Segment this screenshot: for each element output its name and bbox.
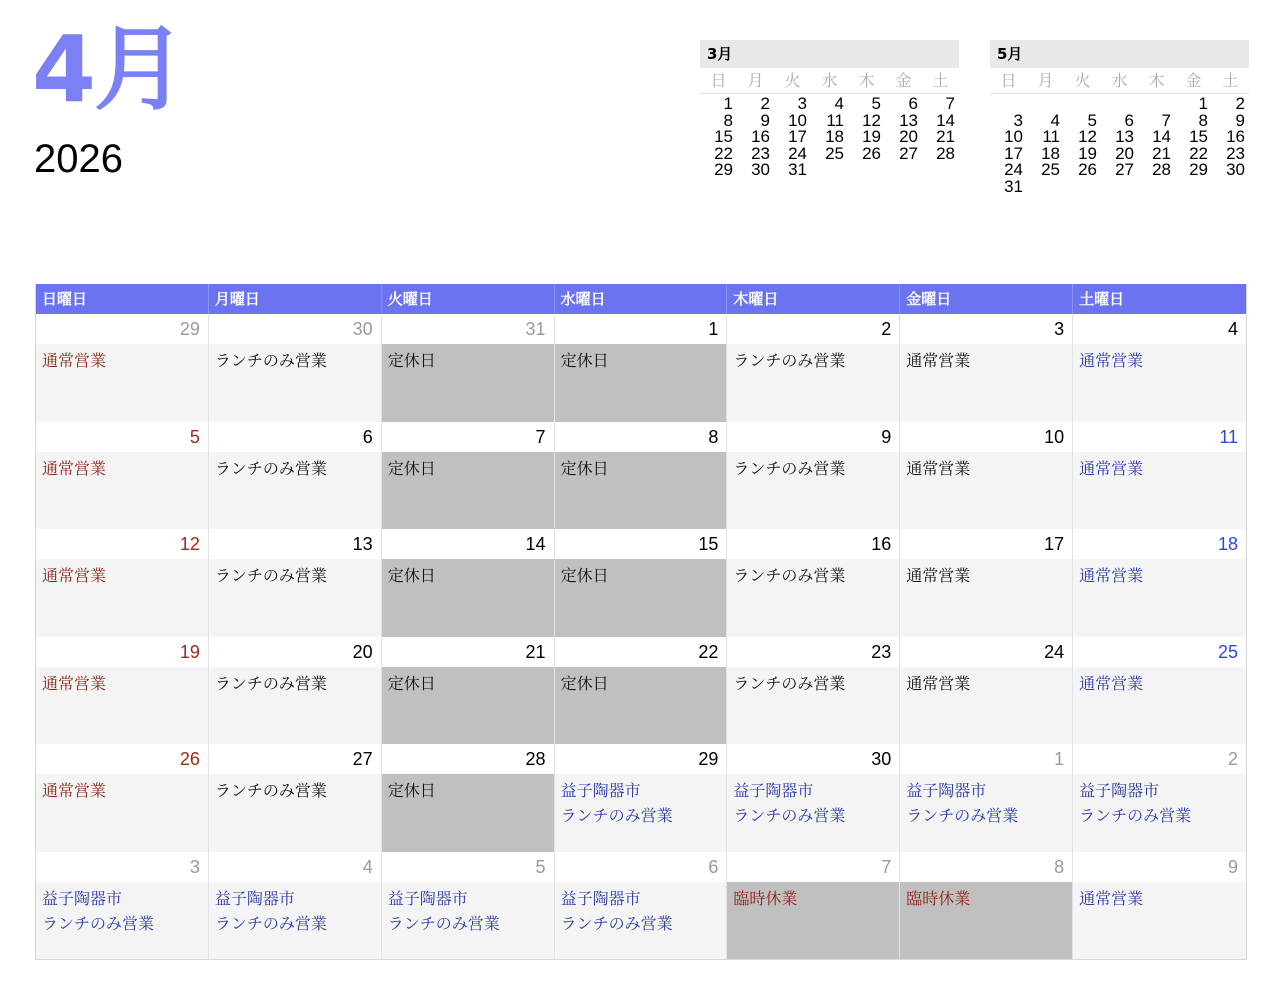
day-cell[interactable]: [900, 529, 1073, 637]
weekday-header-row: [36, 284, 1246, 314]
day-number: 8: [900, 852, 1072, 882]
mini-day-number[interactable]: 9: [1235, 110, 1245, 130]
mini-weekday-label: 日: [1000, 71, 1017, 90]
day-events: [900, 344, 1072, 377]
day-cell[interactable]: [727, 422, 900, 530]
day-cell[interactable]: [555, 529, 728, 637]
event-label[interactable]: ランチのみ営業: [560, 806, 673, 825]
mini-day-number[interactable]: 21: [1152, 143, 1171, 163]
event-label[interactable]: ランチのみ営業: [733, 458, 846, 478]
event-label[interactable]: 通常営業: [1079, 566, 1144, 585]
mini-day-number[interactable]: 11: [1042, 127, 1060, 146]
mini-day-number[interactable]: 29: [714, 160, 733, 179]
event-label[interactable]: ランチのみ営業: [560, 913, 673, 933]
mini-day-number[interactable]: 7: [945, 94, 955, 113]
day-cell[interactable]: [555, 852, 728, 960]
mini-day-number[interactable]: 3: [1013, 110, 1023, 130]
mini-day-number[interactable]: 13: [1115, 127, 1134, 146]
event-label[interactable]: 定休日: [560, 673, 609, 693]
day-number: 6: [209, 422, 381, 452]
event-label[interactable]: 益子陶器市: [560, 781, 641, 800]
mini-day-number[interactable]: [1175, 179, 1212, 196]
event-label[interactable]: ランチのみ営業: [214, 458, 327, 478]
day-cell[interactable]: [209, 314, 382, 422]
mini-day-number[interactable]: 20: [899, 127, 918, 146]
day-events: [1073, 559, 1246, 592]
day-events: [727, 667, 899, 700]
day-number: 8: [555, 422, 727, 452]
mini-weekday-label: 木: [1148, 71, 1165, 90]
event-label[interactable]: 通常営業: [1079, 888, 1144, 908]
mini-weekday-label: 木: [858, 71, 875, 90]
weekday-header: 火曜日: [382, 284, 555, 314]
day-events: [727, 344, 899, 377]
day-events: [900, 882, 1072, 960]
mini-day-number[interactable]: 3: [797, 94, 807, 113]
event-label[interactable]: 通常営業: [42, 566, 107, 585]
day-events: [555, 667, 727, 745]
day-number: 10: [900, 422, 1072, 452]
day-number: 1: [555, 314, 727, 344]
day-events: [900, 559, 1072, 592]
mini-week-row: [990, 176, 1249, 196]
day-events: [727, 559, 899, 592]
day-number: 19: [36, 637, 208, 667]
day-number: 29: [555, 744, 727, 774]
mini-day-number[interactable]: 9: [760, 110, 770, 130]
day-cell[interactable]: [727, 314, 900, 422]
mini-day-number[interactable]: 6: [908, 94, 918, 113]
day-number: 21: [382, 637, 554, 667]
mini-week-row: [990, 162, 1249, 179]
day-events: [1073, 667, 1246, 700]
mini-weekday-label: 火: [784, 71, 801, 90]
mini-day-number[interactable]: 28: [936, 143, 955, 163]
mini-day-number[interactable]: 19: [862, 127, 881, 146]
mini-day-number[interactable]: 4: [834, 94, 844, 113]
mini-day-number[interactable]: 25: [1041, 160, 1060, 179]
mini-day-number[interactable]: 18: [1041, 143, 1060, 163]
mini-day-number[interactable]: [1101, 179, 1138, 196]
weekday-header: 金曜日: [900, 284, 1073, 314]
event-label[interactable]: ランチのみ営業: [214, 781, 327, 800]
mini-day-number[interactable]: 14: [936, 110, 955, 130]
mini-day-number[interactable]: 30: [1226, 160, 1245, 179]
day-cell[interactable]: [1073, 314, 1246, 422]
event-label[interactable]: ランチのみ営業: [906, 806, 1019, 825]
event-label[interactable]: ランチのみ営業: [733, 673, 846, 693]
day-cell[interactable]: [382, 852, 555, 960]
month-title: 4月: [32, 16, 185, 123]
day-number: 15: [555, 529, 727, 559]
day-number: 27: [209, 744, 381, 774]
day-cell[interactable]: [36, 852, 209, 960]
day-cell[interactable]: [36, 314, 209, 422]
day-number: 16: [727, 529, 899, 559]
day-number: 4: [209, 852, 381, 882]
day-cell[interactable]: [1073, 744, 1246, 852]
day-number: 5: [382, 852, 554, 882]
mini-day-number[interactable]: 31: [788, 160, 807, 179]
mini-day-number[interactable]: 14: [1152, 127, 1171, 146]
day-cell[interactable]: [36, 637, 209, 745]
mini-day-number[interactable]: 10: [788, 110, 807, 130]
mini-day-number[interactable]: 19: [1078, 143, 1097, 163]
day-events: [209, 344, 381, 377]
mini-day-number[interactable]: [1027, 179, 1064, 196]
event-label[interactable]: 定休日: [560, 351, 609, 370]
mini-day-number[interactable]: [1212, 179, 1249, 196]
mini-weekday-label: 金: [1185, 71, 1202, 90]
mini-weekday-label: 日: [710, 71, 727, 90]
day-events: [36, 882, 208, 940]
day-events: [900, 774, 1072, 832]
day-events: [36, 559, 208, 592]
mini-week-row: [700, 162, 959, 179]
mini-weekday-label: 水: [1111, 71, 1128, 90]
event-label[interactable]: ランチのみ営業: [733, 351, 846, 370]
day-cell[interactable]: [727, 744, 900, 852]
mini-day-number[interactable]: 11: [826, 110, 844, 130]
day-events: [209, 667, 381, 700]
mini-day-number[interactable]: 18: [825, 127, 844, 146]
mini-weekday-row: [990, 68, 1249, 94]
weekday-header: 月曜日: [209, 284, 382, 314]
mini-day-number[interactable]: [885, 162, 922, 179]
mini-day-number[interactable]: 29: [1189, 160, 1208, 179]
mini-day-number[interactable]: 27: [1115, 160, 1134, 179]
day-cell[interactable]: [1073, 422, 1246, 530]
day-cell[interactable]: [555, 422, 728, 530]
day-number: 6: [555, 852, 727, 882]
mini-day-number[interactable]: 20: [1115, 143, 1134, 163]
day-number: 7: [727, 852, 899, 882]
event-label[interactable]: ランチのみ営業: [387, 913, 500, 933]
mini-day-number[interactable]: 27: [899, 143, 918, 163]
mini-day-number[interactable]: 15: [714, 127, 733, 146]
day-cell[interactable]: [727, 637, 900, 745]
day-number: 11: [1073, 422, 1246, 452]
day-number: 14: [382, 529, 554, 559]
mini-day-number[interactable]: 15: [1189, 127, 1208, 146]
day-cell[interactable]: [555, 637, 728, 745]
day-number: 1: [900, 744, 1072, 774]
day-events: [382, 667, 554, 745]
day-events: [1073, 882, 1246, 915]
day-number: 18: [1073, 529, 1246, 559]
day-number: 9: [1073, 852, 1246, 882]
day-cell[interactable]: [209, 637, 382, 745]
day-cell[interactable]: [900, 422, 1073, 530]
event-label[interactable]: 益子陶器市: [42, 888, 123, 908]
day-cell[interactable]: [727, 852, 900, 960]
mini-day-number[interactable]: 2: [760, 94, 770, 113]
month-calendar: [35, 284, 1247, 960]
event-label[interactable]: 通常営業: [42, 458, 107, 478]
day-number: 28: [382, 744, 554, 774]
day-number: 20: [209, 637, 381, 667]
day-number: 2: [1073, 744, 1246, 774]
day-cell[interactable]: [1073, 852, 1246, 960]
day-cell[interactable]: [555, 314, 728, 422]
day-cell[interactable]: [900, 744, 1073, 852]
event-label[interactable]: 益子陶器市: [214, 888, 295, 908]
mini-day-number[interactable]: 13: [899, 110, 918, 130]
mini-day-number[interactable]: 17: [1004, 143, 1023, 163]
mini-day-number[interactable]: 8: [723, 110, 733, 130]
day-cell[interactable]: [900, 637, 1073, 745]
day-events: [382, 559, 554, 637]
day-number: 3: [36, 852, 208, 882]
mini-day-number[interactable]: 23: [751, 143, 770, 163]
mini-day-number[interactable]: 2: [1235, 94, 1245, 113]
day-events: [1073, 452, 1246, 485]
day-number: 5: [36, 422, 208, 452]
day-cell[interactable]: [36, 529, 209, 637]
day-cell[interactable]: [36, 422, 209, 530]
day-events: [900, 452, 1072, 485]
day-cell[interactable]: [382, 529, 555, 637]
mini-day-number[interactable]: 4: [1050, 110, 1060, 130]
mini-day-number[interactable]: 16: [751, 127, 770, 146]
mini-day-number[interactable]: 5: [1087, 110, 1097, 130]
day-events: [382, 344, 554, 422]
day-events: [382, 882, 554, 940]
day-events: [555, 882, 727, 940]
day-number: 31: [382, 314, 554, 344]
event-label[interactable]: 定休日: [387, 458, 436, 478]
day-cell[interactable]: [209, 422, 382, 530]
event-label[interactable]: 定休日: [387, 781, 436, 800]
year-title: 2026: [34, 137, 123, 181]
mini-day-number[interactable]: 8: [1198, 110, 1208, 130]
day-number: 4: [1073, 314, 1246, 344]
event-label[interactable]: ランチのみ営業: [42, 913, 155, 933]
mini-day-number[interactable]: 26: [1078, 160, 1097, 179]
day-events: [555, 774, 727, 832]
event-label[interactable]: 通常営業: [1079, 351, 1144, 370]
mini-day-number[interactable]: 24: [788, 143, 807, 163]
day-number: 22: [555, 637, 727, 667]
event-label[interactable]: 益子陶器市: [733, 781, 814, 800]
mini-day-number[interactable]: 28: [1152, 160, 1171, 179]
mini-day-number[interactable]: 1: [723, 94, 733, 113]
event-label[interactable]: 通常営業: [906, 566, 971, 585]
mini-day-number[interactable]: [1138, 179, 1175, 196]
mini-weekday-row: [700, 68, 959, 94]
day-events: [36, 344, 208, 377]
day-cell[interactable]: [209, 744, 382, 852]
event-label[interactable]: 通常営業: [42, 781, 107, 800]
day-number: 12: [36, 529, 208, 559]
day-cell[interactable]: [209, 852, 382, 960]
mini-day-number[interactable]: 25: [825, 143, 844, 163]
day-number: 23: [727, 637, 899, 667]
mini-day-number[interactable]: 22: [714, 143, 733, 163]
day-cell[interactable]: [1073, 529, 1246, 637]
event-label[interactable]: 益子陶器市: [906, 781, 987, 800]
day-events: [555, 344, 727, 422]
day-number: 25: [1073, 637, 1246, 667]
event-label[interactable]: ランチのみ営業: [1079, 806, 1192, 825]
event-label[interactable]: 通常営業: [906, 351, 971, 370]
day-events: [382, 452, 554, 530]
day-events: [209, 452, 381, 485]
event-label[interactable]: 通常営業: [42, 673, 107, 693]
event-label[interactable]: 益子陶器市: [1079, 781, 1160, 800]
mini-weekday-label: 月: [1037, 71, 1054, 90]
weekday-header: 木曜日: [727, 284, 900, 314]
event-label[interactable]: ランチのみ営業: [733, 566, 846, 585]
mini-weekday-label: 土: [1222, 71, 1239, 90]
day-number: 2: [727, 314, 899, 344]
event-label[interactable]: ランチのみ営業: [214, 351, 327, 370]
mini-day-number[interactable]: [922, 162, 959, 179]
day-events: [555, 452, 727, 530]
mini-day-number[interactable]: [1064, 179, 1101, 196]
mini-weekday-label: 金: [895, 71, 912, 90]
day-events: [727, 882, 899, 960]
event-label[interactable]: 通常営業: [906, 458, 971, 478]
mini-calendar-next: [990, 40, 1249, 195]
mini-calendar-body: [700, 96, 959, 179]
event-label[interactable]: 益子陶器市: [387, 888, 468, 908]
mini-day-number[interactable]: 17: [788, 127, 807, 146]
day-cell[interactable]: [209, 529, 382, 637]
mini-day-number[interactable]: 30: [751, 160, 770, 179]
mini-calendar-title: 5月: [990, 40, 1249, 68]
weekday-header: 土曜日: [1079, 290, 1125, 308]
mini-day-number[interactable]: 12: [862, 110, 881, 130]
event-label[interactable]: ランチのみ営業: [214, 566, 327, 585]
mini-weekday-label: 水: [821, 71, 838, 90]
day-number: 17: [900, 529, 1072, 559]
event-label[interactable]: 通常営業: [42, 351, 107, 370]
day-events: [36, 774, 208, 807]
day-number: 13: [209, 529, 381, 559]
mini-calendar-title: 3月: [700, 40, 959, 68]
mini-day-number[interactable]: 10: [1004, 127, 1023, 146]
day-events: [209, 882, 381, 940]
mini-week-row: [700, 143, 959, 163]
day-events: [555, 559, 727, 637]
mini-day-number[interactable]: 5: [871, 94, 881, 113]
day-events: [727, 774, 899, 832]
event-label[interactable]: ランチのみ営業: [214, 673, 327, 693]
day-number: 29: [36, 314, 208, 344]
day-events: [1073, 344, 1246, 377]
event-label[interactable]: 通常営業: [1079, 458, 1144, 478]
event-label[interactable]: 臨時休業: [906, 888, 971, 908]
calendar-grid: [36, 314, 1246, 959]
weekday-header: 水曜日: [555, 284, 728, 314]
day-cell[interactable]: [1073, 637, 1246, 745]
day-number: 24: [900, 637, 1072, 667]
day-events: [209, 774, 381, 807]
mini-weekday-label: 月: [747, 71, 764, 90]
mini-day-number[interactable]: [848, 162, 885, 179]
mini-day-number[interactable]: 7: [1161, 110, 1171, 130]
mini-week-row: [990, 96, 1249, 113]
mini-day-number[interactable]: 24: [1004, 160, 1023, 179]
event-label[interactable]: 臨時休業: [733, 888, 798, 908]
event-label[interactable]: 定休日: [387, 673, 436, 693]
mini-day-number[interactable]: 26: [862, 143, 881, 163]
mini-day-number[interactable]: 23: [1226, 143, 1245, 163]
mini-day-number[interactable]: 1: [1198, 94, 1208, 113]
day-cell[interactable]: [382, 314, 555, 422]
day-events: [382, 774, 554, 852]
event-label[interactable]: ランチのみ営業: [733, 806, 846, 825]
event-label[interactable]: 益子陶器市: [560, 888, 641, 908]
day-cell[interactable]: [900, 852, 1073, 960]
mini-weekday-label: 土: [932, 71, 949, 90]
day-number: 7: [382, 422, 554, 452]
day-events: [209, 559, 381, 592]
day-number: 30: [727, 744, 899, 774]
event-label[interactable]: 通常営業: [1079, 673, 1144, 693]
mini-day-number[interactable]: 16: [1226, 127, 1245, 146]
weekday-header: 日曜日: [36, 284, 209, 314]
mini-weekday-label: 火: [1074, 71, 1091, 90]
event-label[interactable]: 定休日: [560, 458, 609, 478]
event-label[interactable]: ランチのみ営業: [214, 913, 327, 933]
day-events: [36, 452, 208, 485]
day-cell[interactable]: [727, 529, 900, 637]
day-number: 30: [209, 314, 381, 344]
mini-day-number[interactable]: 6: [1124, 110, 1134, 130]
day-number: 3: [900, 314, 1072, 344]
day-cell[interactable]: [555, 744, 728, 852]
event-label[interactable]: 定休日: [387, 351, 436, 370]
mini-calendar-body: [990, 96, 1249, 195]
mini-day-number[interactable]: 12: [1078, 127, 1097, 146]
day-cell[interactable]: [900, 314, 1073, 422]
event-label[interactable]: 定休日: [387, 566, 436, 585]
day-events: [36, 667, 208, 700]
mini-day-number[interactable]: [811, 162, 848, 179]
mini-day-number[interactable]: 31: [1004, 176, 1023, 196]
day-cell[interactable]: [36, 744, 209, 852]
day-cell[interactable]: [382, 422, 555, 530]
day-cell[interactable]: [382, 637, 555, 745]
day-number: 26: [36, 744, 208, 774]
day-number: 9: [727, 422, 899, 452]
day-cell[interactable]: [382, 744, 555, 852]
mini-day-number[interactable]: 22: [1189, 143, 1208, 163]
day-events: [727, 452, 899, 485]
day-events: [1073, 774, 1246, 832]
mini-calendar-prev: [700, 40, 959, 179]
event-label[interactable]: 定休日: [560, 566, 609, 585]
mini-day-number[interactable]: 21: [936, 127, 955, 146]
day-events: [900, 667, 1072, 700]
event-label[interactable]: 通常営業: [906, 673, 971, 693]
